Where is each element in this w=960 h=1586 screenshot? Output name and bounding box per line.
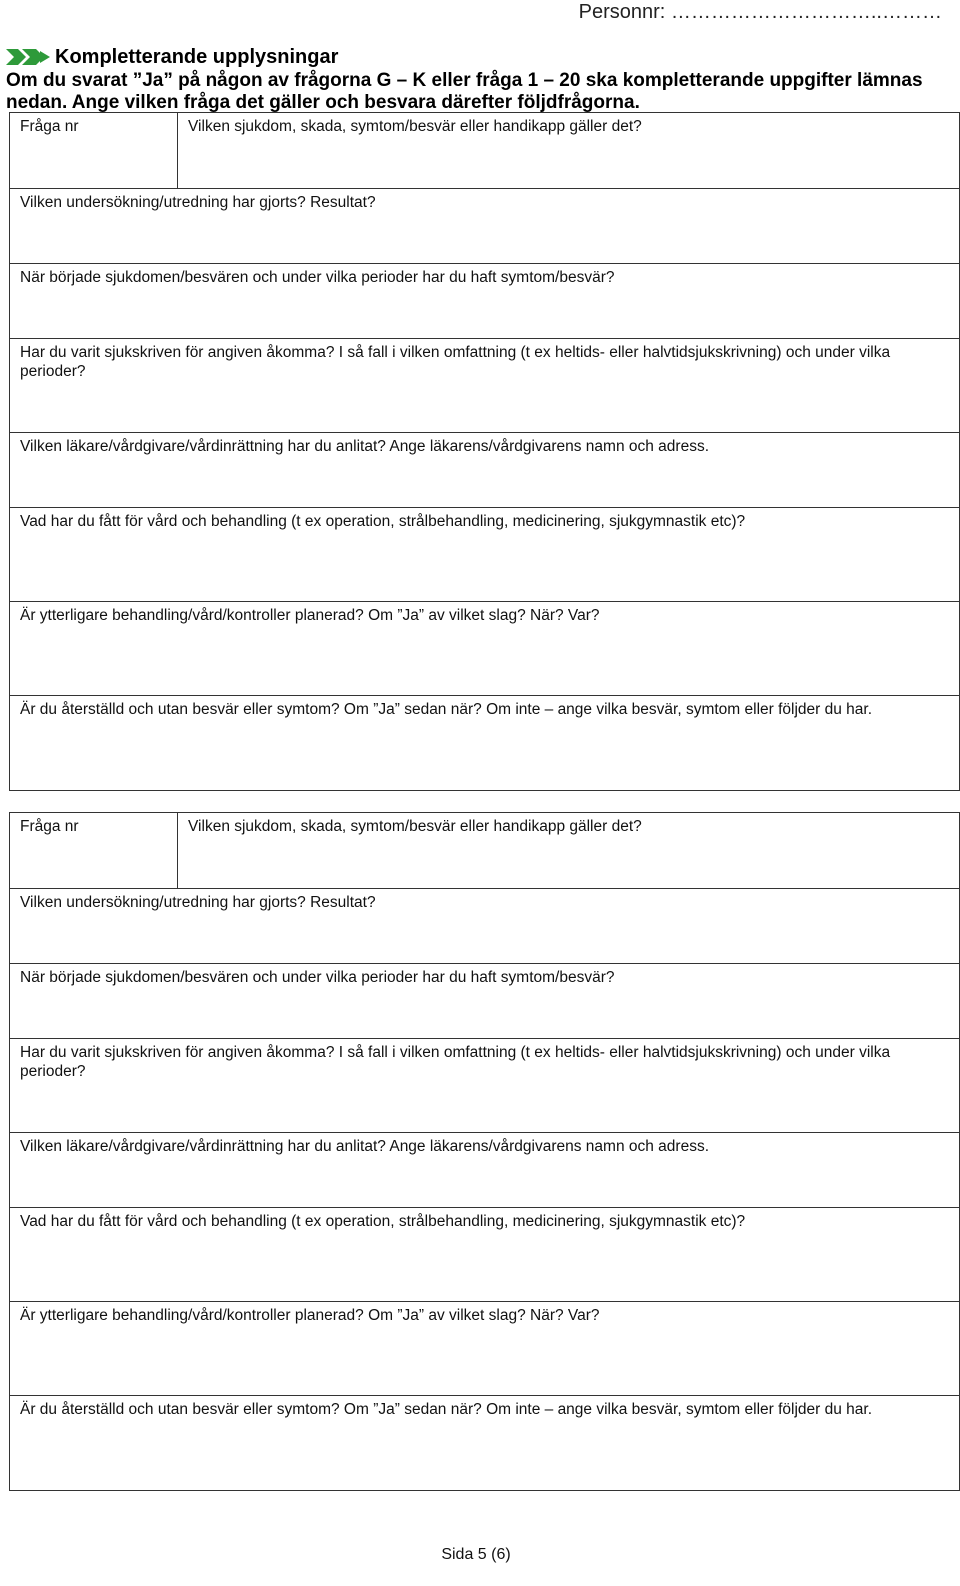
treatment-label: Vad har du fått för vård och behandling (t ex operation, strålbehandling, medicinering, sjukgymnastik etc)? [20, 1213, 746, 1230]
onset-label: När började sjukdomen/besvären och under vilka perioder har du haft symtom/besvär? [20, 269, 615, 286]
sickleave-label: Har du varit sjukskriven för angiven åkomma? I så fall i vilken omfattning (t ex heltids- eller halvtidsjukskrivning) och under vilka perioder? [20, 344, 891, 380]
illness-label: Vilken sjukdom, skada, symtom/besvär eller handikapp gäller det? [188, 118, 642, 135]
investigation-field[interactable] [10, 889, 959, 964]
sickleave-label: Har du varit sjukskriven för angiven åkomma? I så fall i vilken omfattning (t ex heltids- eller halvtidsjukskrivning) och under vilka perioder? [20, 1044, 891, 1080]
green-double-arrow-icon [6, 46, 50, 68]
illness-cell[interactable] [178, 113, 959, 188]
question-row [10, 113, 959, 189]
supplement-form-block-2 [9, 812, 960, 1491]
illness-label: Vilken sjukdom, skada, symtom/besvär eller handikapp gäller det? [188, 818, 642, 835]
illness-cell[interactable] [178, 813, 959, 888]
sickleave-field[interactable] [10, 1039, 959, 1133]
treatment-field[interactable] [10, 1208, 959, 1302]
section-header [6, 44, 954, 114]
planned-field[interactable] [10, 1302, 959, 1396]
recovered-field[interactable] [10, 1396, 959, 1491]
treatment-label: Vad har du fått för vård och behandling (t ex operation, strålbehandling, medicinering, sjukgymnastik etc)? [20, 513, 746, 530]
recovered-field[interactable] [10, 696, 959, 791]
investigation-label: Vilken undersökning/utredning har gjorts? Resultat? [20, 194, 376, 211]
planned-label: Är ytterligare behandling/vård/kontroller planerad? Om ”Ja” av vilket slag? När? Var? [20, 607, 600, 624]
recovered-label: Är du återställd och utan besvär eller symtom? Om ”Ja” sedan när? Om inte – ange vilka besvär, symtom eller följder du har. [20, 701, 873, 718]
fraga-nr-cell[interactable] [10, 113, 178, 188]
doctor-field[interactable] [10, 433, 959, 508]
instructions-line-1: Om du svarat ”Ja” på någon av frågorna G – K eller fråga 1 – 20 ska kompletterande uppgifter lämnas [6, 70, 923, 91]
fraga-nr-label: Fråga nr [20, 118, 79, 135]
title-row [6, 44, 954, 70]
onset-field[interactable] [10, 264, 959, 339]
investigation-label: Vilken undersökning/utredning har gjorts? Resultat? [20, 894, 376, 911]
instructions [6, 70, 954, 114]
fraga-nr-label: Fråga nr [20, 818, 79, 835]
fraga-nr-cell[interactable] [10, 813, 178, 888]
question-row [10, 813, 959, 889]
supplement-form-block-1 [9, 112, 960, 791]
investigation-field[interactable] [10, 189, 959, 264]
section-title: Kompletterande upplysningar [55, 46, 339, 68]
planned-label: Är ytterligare behandling/vård/kontroller planerad? Om ”Ja” av vilket slag? När? Var? [20, 1307, 600, 1324]
page-number: Sida 5 (6) [441, 1546, 511, 1563]
instructions-line-2: nedan. Ange vilken fråga det gäller och besvara därefter följdfrågorna. [6, 92, 640, 113]
planned-field[interactable] [10, 602, 959, 696]
doctor-label: Vilken läkare/vårdgivare/vårdinrättning har du anlitat? Ange läkarens/vårdgivarens namn och adress. [20, 438, 710, 455]
sickleave-field[interactable] [10, 339, 959, 433]
doctor-label: Vilken läkare/vårdgivare/vårdinrättning har du anlitat? Ange läkarens/vårdgivarens namn och adress. [20, 1138, 710, 1155]
onset-field[interactable] [10, 964, 959, 1039]
treatment-field[interactable] [10, 508, 959, 602]
doctor-field[interactable] [10, 1133, 959, 1208]
recovered-label: Är du återställd och utan besvär eller symtom? Om ”Ja” sedan när? Om inte – ange vilka besvär, symtom eller följder du har. [20, 1401, 873, 1418]
onset-label: När började sjukdomen/besvären och under vilka perioder har du haft symtom/besvär? [20, 969, 615, 986]
personnr-field[interactable]: Personnr: …………………………..……… [578, 1, 942, 23]
